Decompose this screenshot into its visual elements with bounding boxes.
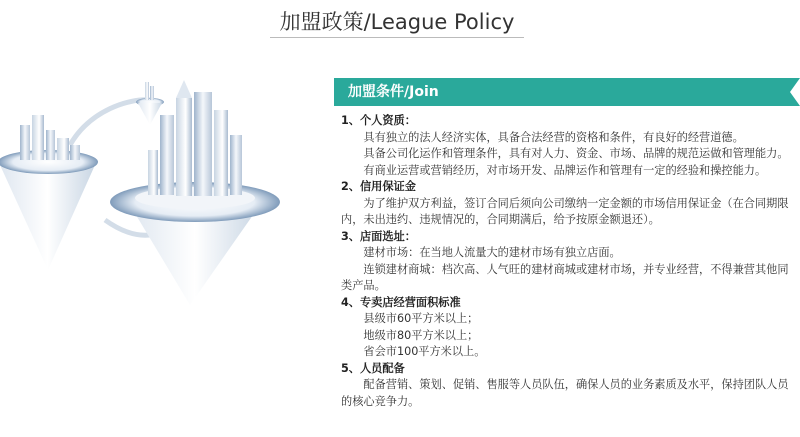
section-heading: 1、个人资质： (341, 114, 416, 127)
paragraph: 地级市80平方米以上； (363, 328, 479, 342)
paragraph: 具有独立的法人经济实体，具备合法经营的资格和条件，有良好的经营道德。 (363, 130, 744, 144)
paragraph: 建材市场：在当地人流量大的建材市场有独立店面。 (363, 246, 621, 259)
join-section-bar (334, 78, 800, 106)
section-heading: 3、店面选址： (341, 229, 416, 243)
section-personal-qualification (341, 113, 797, 179)
join-section-title: 加盟条件/Join (348, 84, 439, 100)
join-bar-notch (790, 78, 800, 106)
section-heading: 2、信用保证金 (341, 180, 416, 193)
section-staffing (341, 361, 797, 411)
paragraph: 有商业运营或营销经历，对市场开发、品牌运作和管理有一定的经验和操控能力。 (363, 163, 767, 177)
section-heading: 5、人员配备 (341, 361, 405, 375)
paragraph: 连锁建材商城：档次高、人气旺的建材商城或建材市场，并专业经营，不得兼营其他同类产品。 (341, 262, 789, 292)
join-conditions (341, 113, 797, 410)
paragraph: 为了维护双方利益，签订合同后须向公司缴纳一定金额的市场信用保证金（在合同期限内，未出违约、违规情况的，合同期满后，给予按原金额退还）。 (341, 196, 789, 226)
section-store-area (341, 295, 797, 361)
paragraph: 省会市100平方米以上。 (363, 345, 486, 358)
section-credit-deposit (341, 179, 797, 229)
paragraph: 配备营销、策划、促销、售服等人员队伍，确保人员的业务素质及水平，保持团队人员的核心竞争力。 (341, 378, 789, 408)
paragraph: 具备公司化运作和管理条件，具有对人力、资金、市场、品牌的规范运做和管理能力。 (363, 147, 789, 160)
page-title: 加盟政策/League Policy (279, 10, 515, 34)
section-heading: 4、专卖店经营面积标准 (341, 295, 461, 309)
paragraph: 县级市60平方米以上； (363, 312, 479, 325)
title-divider (270, 37, 524, 38)
section-store-location (341, 229, 797, 295)
city-islands-illustration (0, 70, 330, 310)
